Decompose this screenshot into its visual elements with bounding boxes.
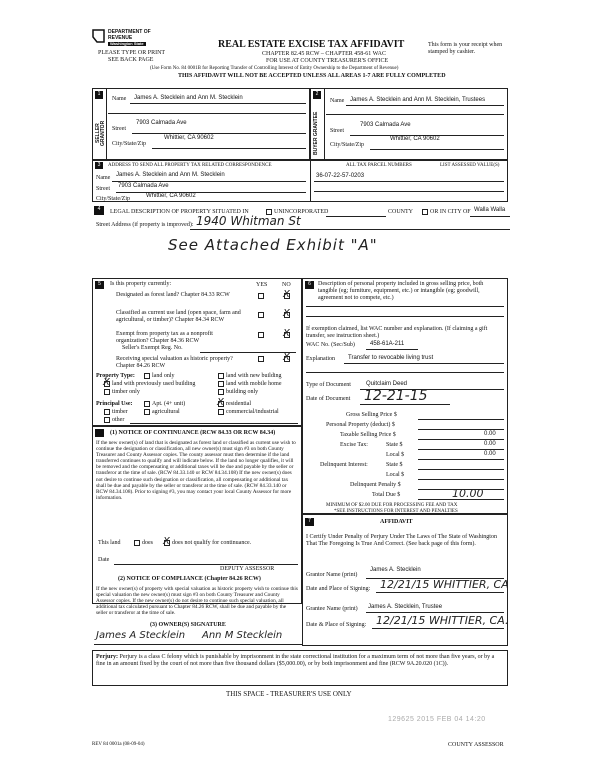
q2-text: Classified as current use land (open space, farm and agricultural, or timber)? Chapter 84.34 RCW <box>116 310 241 323</box>
delinquent-penalty-label: Delinquent Penalty $ <box>350 482 401 488</box>
pu-apt-checkbox[interactable] <box>144 401 150 407</box>
section-5-number: 5 <box>95 281 104 289</box>
grantor-date[interactable]: 12/21/15 WHITTIER, CA <box>380 578 509 591</box>
q3-text: Exempt from property tax as a nonprofit organization? Chapter 84.36 RCW <box>116 331 213 344</box>
seller-street[interactable]: 7903 Calmada Ave <box>136 120 187 126</box>
total-due-value[interactable]: 10.00 <box>452 487 484 500</box>
seller-name[interactable]: James A. Stecklein and Ann M. Stecklein <box>134 95 243 101</box>
legal-label: LEGAL DESCRIPTION OF PROPERTY SITUATED IN <box>110 209 249 215</box>
street-address-label: Street Address (if property is improved): <box>96 222 194 228</box>
pu-residential: residential <box>226 401 251 407</box>
compliance-title: (2) NOTICE OF COMPLIANCE (Chapter 84.26 RCW) <box>118 576 261 582</box>
excise-state-label: State $ <box>386 442 403 448</box>
grantee-date[interactable]: 12/21/15 WHITTIER, CA. <box>376 614 509 627</box>
property-street[interactable]: 1940 Whitman St <box>196 214 301 228</box>
section-7-number: 7 <box>305 518 314 526</box>
delinquent-interest-label: Delinquent Interest: <box>320 462 368 468</box>
buyer-tab: BUYER GRANTEE <box>313 111 319 155</box>
city-value[interactable]: Walla Walla <box>474 207 506 213</box>
compliance-text: If the new owner(s) of property with special valuation as historic property wish to continue this special valuation the new owner(s) must sign #3 on both County Treasurer and County Assessor copies. If the new owner(s) do not desire to continue such special valuation, all additional tax calculated pursuant to Chapter 84.26 RCW, shall be due and payable by the seller or transferor at the time of sale. <box>96 586 298 617</box>
warning: THIS AFFIDAVIT WILL NOT BE ACCEPTED UNLESS ALL AREAS 1-7 ARE FULLY COMPLETED <box>178 73 446 79</box>
seller-city-label: City/State/Zip <box>112 141 146 147</box>
perjury-body: Perjury is a class C felony which is punishable by imprisonment in the state correctional institution for a maximum term of not more than five years, or by a fine in an amount fixed by the court of not more than five thousand dollars ($5,000.00), or by both imprisonment and fine (RCW 9A.20.020 (1C)). <box>96 654 495 667</box>
state-name: Washington State <box>110 41 144 46</box>
does-not-mark: X <box>163 536 170 547</box>
pt-building-only: building only <box>226 389 259 395</box>
corr-name-label: Name <box>96 175 111 181</box>
q3-yes-checkbox[interactable] <box>258 332 264 338</box>
date-label: Date <box>98 557 110 563</box>
doc-date-value[interactable]: 12-21-15 <box>364 388 428 404</box>
pu-commercial: commercial/industrial <box>226 409 279 415</box>
county-label: COUNTY <box>388 209 413 215</box>
notice-icon <box>95 429 104 437</box>
dept-name: DEPARTMENT OF REVENUE <box>108 29 151 41</box>
pu-agricultural-checkbox[interactable] <box>144 409 150 415</box>
exempt-instructions: If exemption claimed, list WAC number and explanation. (If claiming a gift transfer, see instruction sheet.) <box>306 326 488 339</box>
personal-deduct-label: Personal Property (deduct) $ <box>326 422 395 428</box>
gross-price-label: Gross Selling Price $ <box>346 412 397 418</box>
continuance-title: (1) NOTICE OF CONTINUANCE (RCW 84.33 OR RCW 84.34) <box>110 430 276 436</box>
q1-no-mark: X <box>283 289 290 300</box>
doc-type-value[interactable]: Quitclaim Deed <box>366 381 408 387</box>
washington-state-icon <box>92 28 106 44</box>
corr-city[interactable]: Whittier, CA 90602 <box>146 193 196 199</box>
buyer-street-label: Street <box>330 128 344 134</box>
pt-mobile-home: land with mobile home <box>226 381 282 387</box>
seller-street-label: Street <box>112 126 126 132</box>
form-revision: REV 84 0001a (08-09-04) <box>92 742 145 747</box>
grantor-name[interactable]: James A. Stecklein <box>370 567 421 573</box>
city-checkbox[interactable] <box>422 209 428 215</box>
q2-yes-checkbox[interactable] <box>258 312 264 318</box>
yes-header: YES <box>256 282 268 288</box>
section-3-number: 3 <box>95 162 103 169</box>
correspondence-label: ADDRESS TO SEND ALL PROPERTY TAX RELATED CORRESPONDENCE <box>108 163 272 168</box>
does-checkbox[interactable] <box>134 540 140 546</box>
wac-label: WAC No. (Sec/Sub) <box>306 342 355 348</box>
affidavit-title: AFFIDAVIT <box>380 519 413 525</box>
doc-type-label: Type of Document <box>306 382 351 388</box>
owner-signature-1: James A Stecklein <box>96 630 186 641</box>
pt-land-only-checkbox[interactable] <box>144 373 150 379</box>
excise-state-value[interactable]: 0.00 <box>484 441 496 447</box>
buyer-name[interactable]: James A. Stecklein and Ann M. Stecklein, Trustees <box>350 97 486 103</box>
grantor-label: Grantor Name (print) <box>306 572 358 578</box>
buyer-street[interactable]: 7903 Calmada Ave <box>360 122 411 128</box>
doc-date-label: Date of Document <box>306 396 351 402</box>
personal-property-desc: Description of personal property included in gross selling price, both tangible (eg; furniture, equipment, etc.) or intangible (eg; goodwill, agreement not to compete, etc.) <box>318 281 484 301</box>
section-4-number: 4 <box>94 206 104 215</box>
buyer-name-label: Name <box>330 98 345 104</box>
perjury-label: Perjury: <box>96 654 118 660</box>
seller-tab: SELLER GRANTOR <box>95 120 106 146</box>
q4-yes-checkbox[interactable] <box>258 356 264 362</box>
section-1-number: 1 <box>95 91 103 99</box>
excise-local-label: Local $ <box>386 452 405 458</box>
or-city-label: OR IN CITY OF <box>430 209 471 215</box>
grantee-date-label: Date & Place of Signing: <box>306 622 367 628</box>
q1-text: Designated as forest land? Chapter 84.33 RCW <box>116 292 230 298</box>
pu-timber-checkbox[interactable] <box>104 409 110 415</box>
parcel-number[interactable]: 36-07-22-57-0203 <box>316 173 365 179</box>
deputy-assessor-label: DEPUTY ASSESSOR <box>220 566 275 572</box>
section-2-number: 2 <box>313 91 321 99</box>
wac-number[interactable]: 458-61A-211 <box>370 341 405 347</box>
receipt-note: This form is your receipt when stamped by cashier. <box>428 42 503 55</box>
use-at: FOR USE AT COUNTY TREASURER'S OFFICE <box>266 58 389 64</box>
explanation-label: Explanation <box>306 356 335 362</box>
form-title: REAL ESTATE EXCISE TAX AFFIDAVIT <box>218 39 405 50</box>
corr-city-label: City/State/Zip <box>96 196 130 202</box>
pt-mobile-home-checkbox[interactable] <box>218 381 224 387</box>
delinquent-local-label: Local $ <box>386 472 405 478</box>
see-instructions: *SEE INSTRUCTIONS FOR INTEREST AND PENALTIES <box>334 509 458 514</box>
this-land-label: This land <box>98 540 121 546</box>
buyer-city-label: City/State/Zip <box>330 142 364 148</box>
exempt-reg-label: Seller's Exempt Reg. No. <box>122 345 183 351</box>
grantor-date-label: Date and Place of Signing: <box>306 586 371 592</box>
minimum-note: MINIMUM OF $2.00 DUE FOR PROCESSING FEE AND TAX <box>326 503 458 508</box>
grantee-label: Grantee Name (print) <box>306 606 358 612</box>
chapters: CHAPTER 82.45 RCW – CHAPTER 458-61 WAC <box>262 51 386 57</box>
buyer-city[interactable]: Whittier, CA 90602 <box>390 136 440 142</box>
corr-name[interactable]: James A. Stecklein and Ann M. Stecklein <box>116 172 225 178</box>
q4-text: Receiving special valuation as historic property? Chapter 84.26 RCW <box>116 356 233 369</box>
please-type: PLEASE TYPE OR PRINT <box>98 50 166 56</box>
excise-label: Excise Tax: <box>340 442 368 448</box>
property-type-label: Property Type: <box>96 373 135 379</box>
delinquent-state-label: State $ <box>386 462 403 468</box>
pu-agricultural: agricultural <box>152 409 180 415</box>
pt-used-building: land with previously used building <box>112 381 196 387</box>
pu-timber: timber <box>112 409 128 415</box>
no-header: NO <box>282 282 291 288</box>
seller-name-label: Name <box>112 96 127 102</box>
section-6-number: 6 <box>305 281 314 289</box>
pt-timber-checkbox[interactable] <box>104 389 110 395</box>
pu-residential-mark: X <box>217 397 224 408</box>
pt-building-only-checkbox[interactable] <box>218 389 224 395</box>
q2-no-mark: X <box>283 308 290 319</box>
perjury-text <box>96 654 502 668</box>
pu-apt: Apt. (4+ unit) <box>152 401 186 407</box>
pt-new-building: land with new building <box>226 373 282 379</box>
q4-no-mark: X <box>283 352 290 363</box>
continuance-text: If the new owner(s) of land that is designated as forest land or classified as current use wish to continue the designation or classification, all new owner(s) must sign #3 on both County Treasurer and County Assessor copies. The county assessor must then determine if the land transferred continues to qualify and will indicate below. If the land no longer qualifies, it will be removed and the compensating or additional taxes will be due and payable by the seller or transferor at the time of sale. (RCW 84.33.140 or RCW 84.34.108) If the new owner(s) does not desire to continue such designation or classification, all compensating or additional tax shall be due and payable by the seller or transferor at the time of sale. (RCW 84.33.140 or RCW 84.34.108). Prior to signing #3, you may contact your local County Assessor for more information. <box>96 440 296 501</box>
grantee-name[interactable]: James A. Stecklein, Trustee <box>368 604 443 610</box>
parcel-header: ALL TAX PARCEL NUMBERS <box>346 163 412 168</box>
principal-use-label: Principal Use: <box>96 401 133 407</box>
pu-other-checkbox[interactable] <box>104 417 110 423</box>
does-not-label: does not qualify for continuance. <box>172 540 252 546</box>
treasurer-use: THIS SPACE - TREASURER'S USE ONLY <box>226 690 352 698</box>
taxable-price-label: Taxable Selling Price $ <box>340 432 396 438</box>
owner-signature-label: (3) OWNER(S) SIGNATURE <box>150 622 226 628</box>
explanation-value[interactable]: Transfer to revocable living trust <box>348 355 434 361</box>
q1-yes-checkbox[interactable] <box>258 293 264 299</box>
form-note: (Use Form No. 84 0001B for Reporting Transfer of Controlling Interest of Entity Ownership to the Department of Revenue) <box>150 66 399 71</box>
logo <box>92 28 150 46</box>
owner-signature-2: Ann M Stecklein <box>202 630 283 641</box>
corr-street[interactable]: 7903 Calmada Ave <box>118 183 169 189</box>
unincorporated-label: UNINCORPORATED <box>274 209 329 215</box>
county-assessor-footer: COUNTY ASSESSOR <box>448 742 504 748</box>
see-back: SEE BACK PAGE <box>108 57 154 63</box>
pu-commercial-checkbox[interactable] <box>218 409 224 415</box>
corr-street-label: Street <box>96 186 110 192</box>
received-stamp: 129625 2015 FEB 04 14:20 <box>388 716 486 723</box>
q3-no-mark: X <box>283 328 290 339</box>
assessed-value-header: LIST ASSESSED VALUE(S) <box>440 163 500 168</box>
pu-other: other <box>112 417 125 423</box>
does-label: does <box>142 540 153 546</box>
pt-used-building-mark: X <box>103 377 110 388</box>
attached-exhibit: See Attached Exhibit "A" <box>168 236 378 254</box>
seller-city[interactable]: Whittier, CA 90602 <box>164 135 214 141</box>
pt-timber: timber only <box>112 389 140 395</box>
affidavit-text: I Certify Under Penalty of Perjury Under The Laws of The State of Washington That The Foregoing Is True And Correct. (See back page of this form). <box>306 534 497 547</box>
total-due-label: Total Due $ <box>372 492 401 498</box>
excise-local-value[interactable]: 0.00 <box>484 451 496 457</box>
q-label: Is this property currently: <box>110 281 172 287</box>
taxable-price-value[interactable]: 0.00 <box>484 431 496 437</box>
pt-land-only: land only <box>152 373 175 379</box>
pt-new-building-checkbox[interactable] <box>218 373 224 379</box>
